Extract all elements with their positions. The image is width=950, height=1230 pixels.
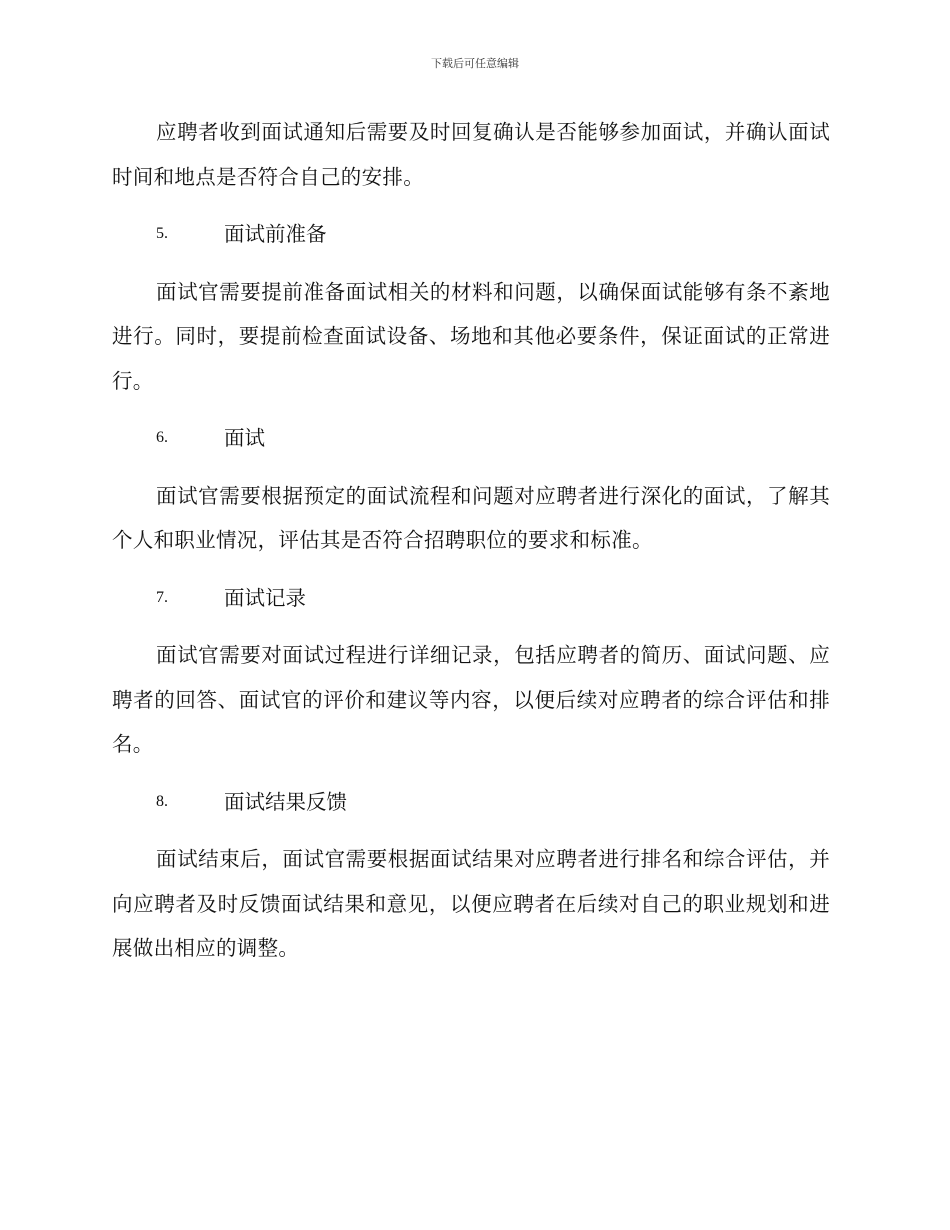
paragraph-feedback: 面试结束后，面试官需要根据面试结果对应聘者进行排名和综合评估，并向应聘者及时反馈面试结果和意见，以便应聘者在后续对自己的职业规划和进展做出相应的调整。 bbox=[112, 847, 830, 960]
page-header-note: 下载后可任意编辑 bbox=[431, 58, 519, 70]
section-heading-7 bbox=[112, 576, 830, 621]
paragraph-interview: 面试官需要根据预定的面试流程和问题对应聘者进行深化的面试，了解其个人和职业情况，评估其是否符合招聘职位的要求和标准。 bbox=[112, 483, 830, 552]
section-title: 面试 bbox=[224, 426, 265, 450]
section-heading-5 bbox=[112, 212, 830, 257]
document-body bbox=[112, 110, 830, 971]
section-number: 6. bbox=[156, 429, 168, 446]
section-number: 8. bbox=[156, 792, 168, 810]
paragraph-confirm-interview: 应聘者收到面试通知后需要及时回复确认是否能够参加面试，并确认面试时间和地点是否符合自己的安排。 bbox=[112, 120, 830, 189]
paragraph-prepare: 面试官需要提前准备面试相关的材料和问题，以确保面试能够有条不紊地进行。同时，要提前检查面试设备、场地和其他必要条件，保证面试的正常进行。 bbox=[112, 279, 830, 393]
section-heading-8 bbox=[112, 780, 830, 825]
section-title: 面试前准备 bbox=[224, 222, 327, 246]
section-title: 面试结果反馈 bbox=[224, 789, 347, 814]
paragraph-record: 面试官需要对面试过程进行详细记录，包括应聘者的简历、面试问题、应聘者的回答、面试官的评价和建议等内容，以便后续对应聘者的综合评估和排名。 bbox=[112, 643, 830, 756]
section-number: 5. bbox=[156, 225, 168, 242]
section-number: 7. bbox=[156, 588, 168, 606]
section-heading-6 bbox=[112, 416, 830, 461]
section-title: 面试记录 bbox=[224, 585, 306, 610]
